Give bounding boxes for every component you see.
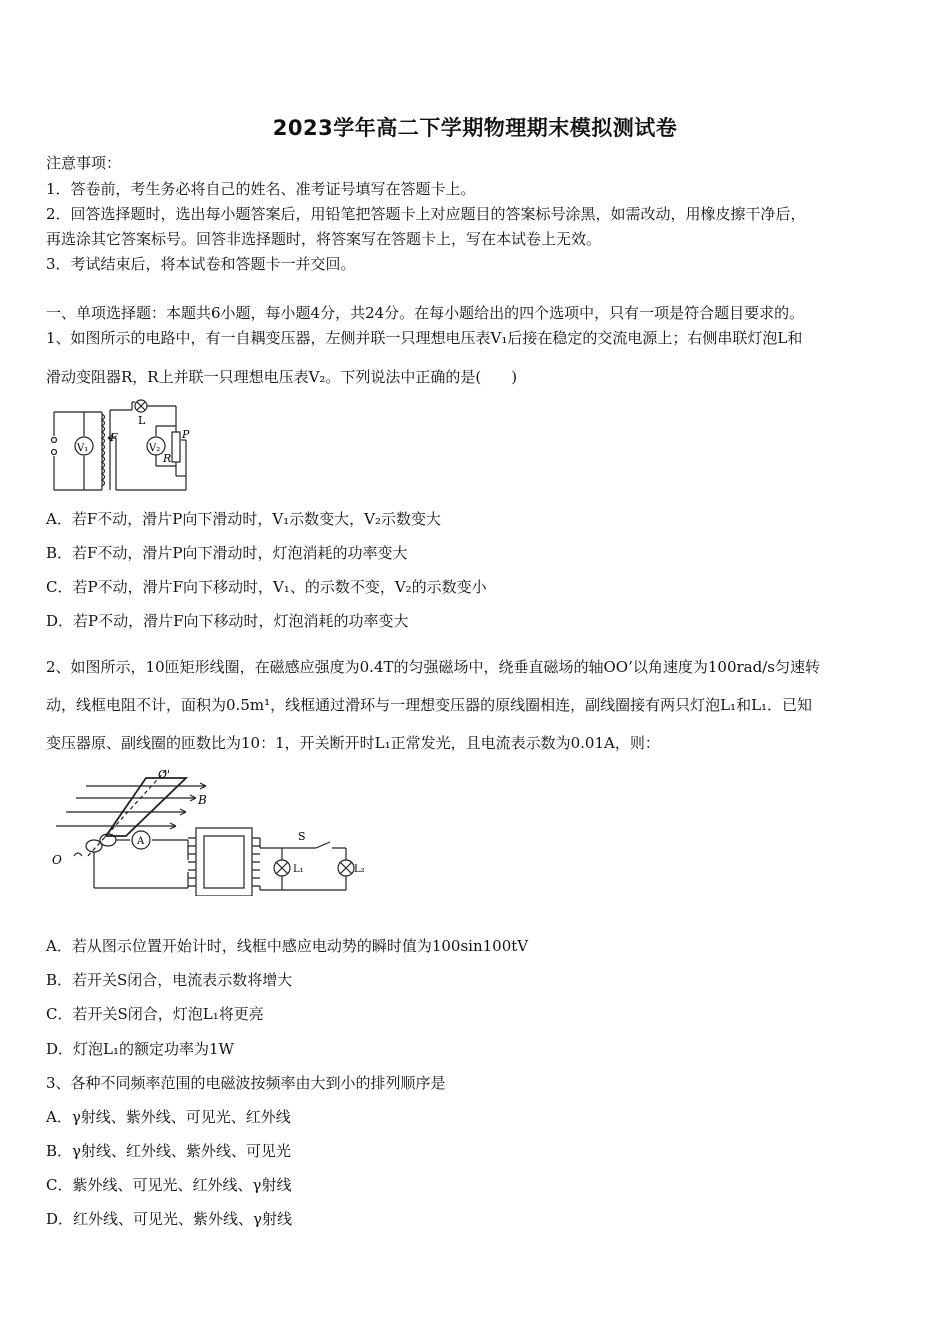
q2-option: D．灯泡L₁的额定功率为1W xyxy=(46,1040,234,1058)
q3-option: A．γ射线、紫外线、可见光、红外线 xyxy=(46,1108,291,1126)
q2-option: A．若从图示位置开始计时，线框中感应电动势的瞬时值为100sin100tV xyxy=(46,937,529,955)
p-label: P xyxy=(182,428,190,441)
q1-stem-line: 1、如图所示的电路中，有一自耦变压器，左侧并联一只理想电压表V₁后接在稳定的交流电源上；右侧串联灯泡L和 xyxy=(46,329,803,347)
switch-s-icon xyxy=(316,842,330,848)
q2-stem-line: 变压器原、副线圈的匝数比为10：1，开关断开时L₁正常发光，且电流表示数为0.01A，则： xyxy=(46,734,660,752)
page-title: 2023学年高二下学期物理期末模拟测试卷 xyxy=(272,116,678,140)
q3-option: C．紫外线、可见光、红外线、γ射线 xyxy=(46,1176,292,1194)
q2-generator-figure xyxy=(46,768,366,896)
b-label: B xyxy=(198,793,207,807)
q2-option: C．若开关S闭合，灯泡L₁将更亮 xyxy=(46,1005,264,1023)
q2-stem-line: 2、如图所示，10匝矩形线圈，在磁感应强度为0.4T的匀强磁场中，绕垂直磁场的轴OO’以角速度为100rad/s匀速转 xyxy=(46,658,820,676)
ammeter-label: A xyxy=(137,836,145,847)
q3-stem: 3、各种不同频率范围的电磁波按频率由大到小的排列顺序是 xyxy=(46,1074,446,1092)
notice-item: 2．回答选择题时，选出每小题答案后，用铅笔把答题卡上对应题目的答案标号涂黑，如需改动，用橡皮擦干净后， xyxy=(46,205,806,223)
l-label: L xyxy=(138,414,146,427)
section-heading: 一、单项选择题：本题共6小题，每小题4分，共24分。在每小题给出的四个选项中，只有一项是符合题目要求的。 xyxy=(46,304,805,322)
transformer-core-inner xyxy=(204,836,244,888)
v1-label: V₁ xyxy=(77,443,89,454)
l1-label: L₁ xyxy=(293,864,304,875)
q3-option: B．γ射线、红外线、紫外线、可见光 xyxy=(46,1142,291,1160)
v2-label: V₂ xyxy=(149,443,161,454)
rheostat-r-icon xyxy=(172,432,180,462)
r-label: R xyxy=(163,452,172,465)
q3-option: D．红外线、可见光、紫外线、γ射线 xyxy=(46,1210,292,1228)
q1-option: D．若P不动，滑片F向下移动时，灯泡消耗的功率变大 xyxy=(46,612,409,630)
secondary-coil-icon xyxy=(252,838,260,886)
notice-item: 3．考试结束后，将本试卷和答题卡一并交回。 xyxy=(46,255,356,273)
q1-circuit-figure xyxy=(44,396,204,496)
l2-label: L₂ xyxy=(354,864,365,875)
f-label: F xyxy=(110,431,118,444)
q1-option: B．若F不动，滑片P向下滑动时，灯泡消耗的功率变大 xyxy=(46,544,408,562)
terminal-icon xyxy=(52,438,57,443)
notice-item: 再选涂其它答案标号。回答非选择题时，将答案写在答题卡上，写在本试卷上无效。 xyxy=(46,230,602,248)
rotation-axis xyxy=(86,770,166,858)
q1-option: C．若P不动，滑片F向下移动时，V₁、的示数不变，V₂的示数变小 xyxy=(46,578,487,596)
q1-option: A．若F不动，滑片P向下滑动时，V₁示数变大，V₂示数变大 xyxy=(46,510,442,528)
q2-stem-line: 动，线框电阻不计，面积为0.5m¹，线框通过滑环与一理想变压器的原线圈相连，副线圈接有两只灯泡L₁和L₁．已知 xyxy=(46,696,813,714)
slip-ring-icon xyxy=(86,840,102,852)
notice-item: 1．答卷前，考生务必将自己的姓名、准考证号填写在答题卡上。 xyxy=(46,180,476,198)
s-label: S xyxy=(298,830,306,843)
q2-option: B．若开关S闭合，电流表示数将增大 xyxy=(46,971,293,989)
o-label: O xyxy=(52,853,62,867)
rotation-arrow-icon xyxy=(74,853,82,856)
notice-heading: 注意事项： xyxy=(46,154,122,172)
o-prime-label: O' xyxy=(158,768,171,781)
q1-stem-line: 滑动变阻器R，R上并联一只理想电压表V₂。下列说法中正确的是( ) xyxy=(46,368,518,386)
primary-coil-icon xyxy=(188,838,196,886)
terminal-icon xyxy=(52,450,57,455)
